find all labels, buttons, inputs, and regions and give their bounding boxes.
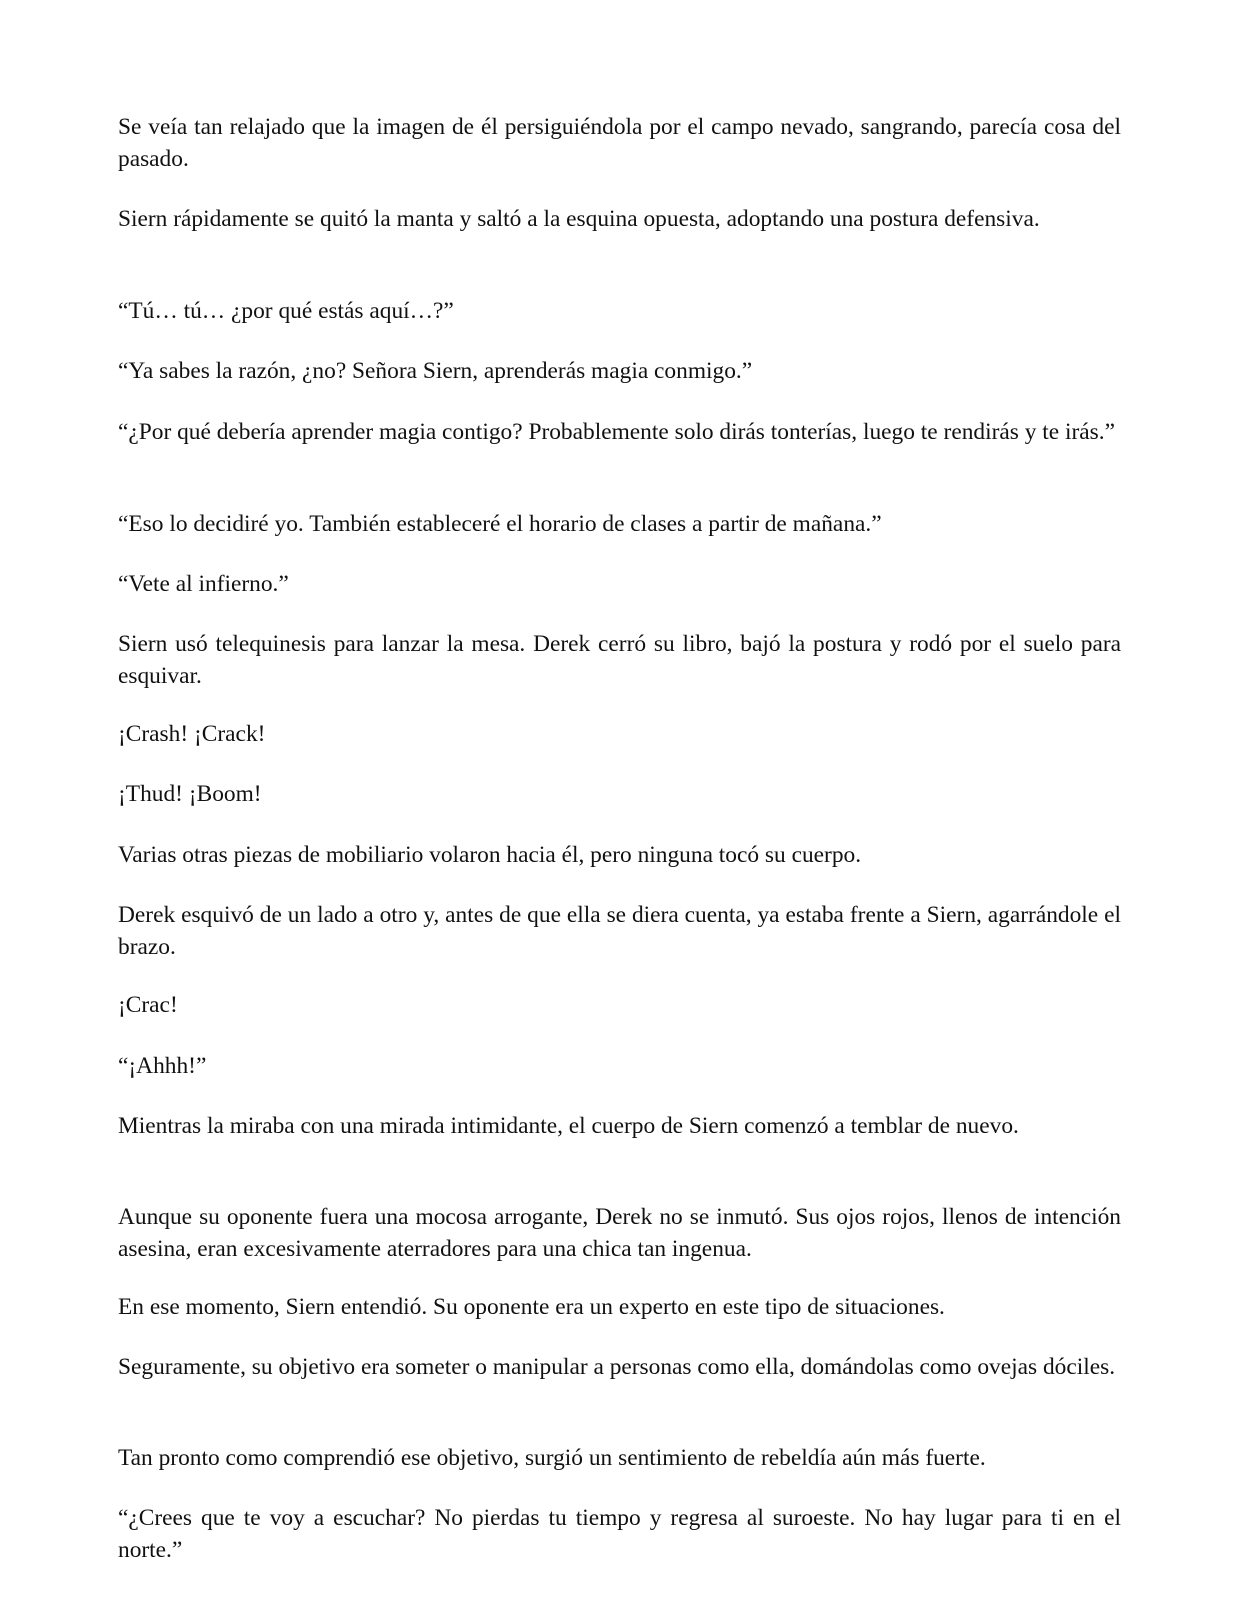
paragraph-6: “Eso lo decidiré yo. También estableceré el horario de clases a partir de mañana.” xyxy=(118,511,882,537)
paragraph-12: Derek esquivó de un lado a otro y, antes de que ella se diera cuenta, ya estaba frente a Siern, agarrándole el brazo. xyxy=(118,902,1121,960)
paragraph-8: Siern usó telequinesis para lanzar la mesa. Derek cerró su libro, bajó la postura y rodó por el suelo para esquivar. xyxy=(118,631,1121,689)
paragraph-16: Aunque su oponente fuera una mocosa arrogante, Derek no se inmutó. Sus ojos rojos, llenos de intención asesina, eran excesivamente aterradores para una chica tan ingenua. xyxy=(118,1204,1121,1262)
paragraph-14: “¡Ahhh!” xyxy=(118,1053,207,1079)
paragraph-5: “¿Por qué debería aprender magia contigo? Probablemente solo dirás tonterías, luego te rendirás y te irás.” xyxy=(118,419,1115,445)
paragraph-1: Se veía tan relajado que la imagen de él persiguiéndola por el campo nevado, sangrando, parecía cosa del pasado. xyxy=(118,114,1121,172)
paragraph-19: Tan pronto como comprendió ese objetivo, surgió un sentimiento de rebeldía aún más fuerte. xyxy=(118,1445,986,1471)
paragraph-3: “Tú… tú… ¿por qué estás aquí…?” xyxy=(118,298,454,324)
paragraph-10: ¡Thud! ¡Boom! xyxy=(118,781,262,807)
paragraph-9: ¡Crash! ¡Crack! xyxy=(118,721,266,747)
paragraph-17: En ese momento, Siern entendió. Su oponente era un experto en este tipo de situaciones. xyxy=(118,1294,945,1320)
paragraph-18: Seguramente, su objetivo era someter o manipular a personas como ella, domándolas como ovejas dóciles. xyxy=(118,1354,1116,1380)
paragraph-13: ¡Crac! xyxy=(118,992,178,1018)
paragraph-11: Varias otras piezas de mobiliario volaron hacia él, pero ninguna tocó su cuerpo. xyxy=(118,842,862,868)
paragraph-7: “Vete al infierno.” xyxy=(118,571,289,597)
paragraph-4: “Ya sabes la razón, ¿no? Señora Siern, aprenderás magia conmigo.” xyxy=(118,358,753,384)
paragraph-20: “¿Crees que te voy a escuchar? No pierdas tu tiempo y regresa al suroeste. No hay lugar para ti en el norte.” xyxy=(118,1505,1121,1563)
paragraph-15: Mientras la miraba con una mirada intimidante, el cuerpo de Siern comenzó a temblar de nuevo. xyxy=(118,1113,1019,1139)
paragraph-2: Siern rápidamente se quitó la manta y saltó a la esquina opuesta, adoptando una postura defensiva. xyxy=(118,206,1040,232)
